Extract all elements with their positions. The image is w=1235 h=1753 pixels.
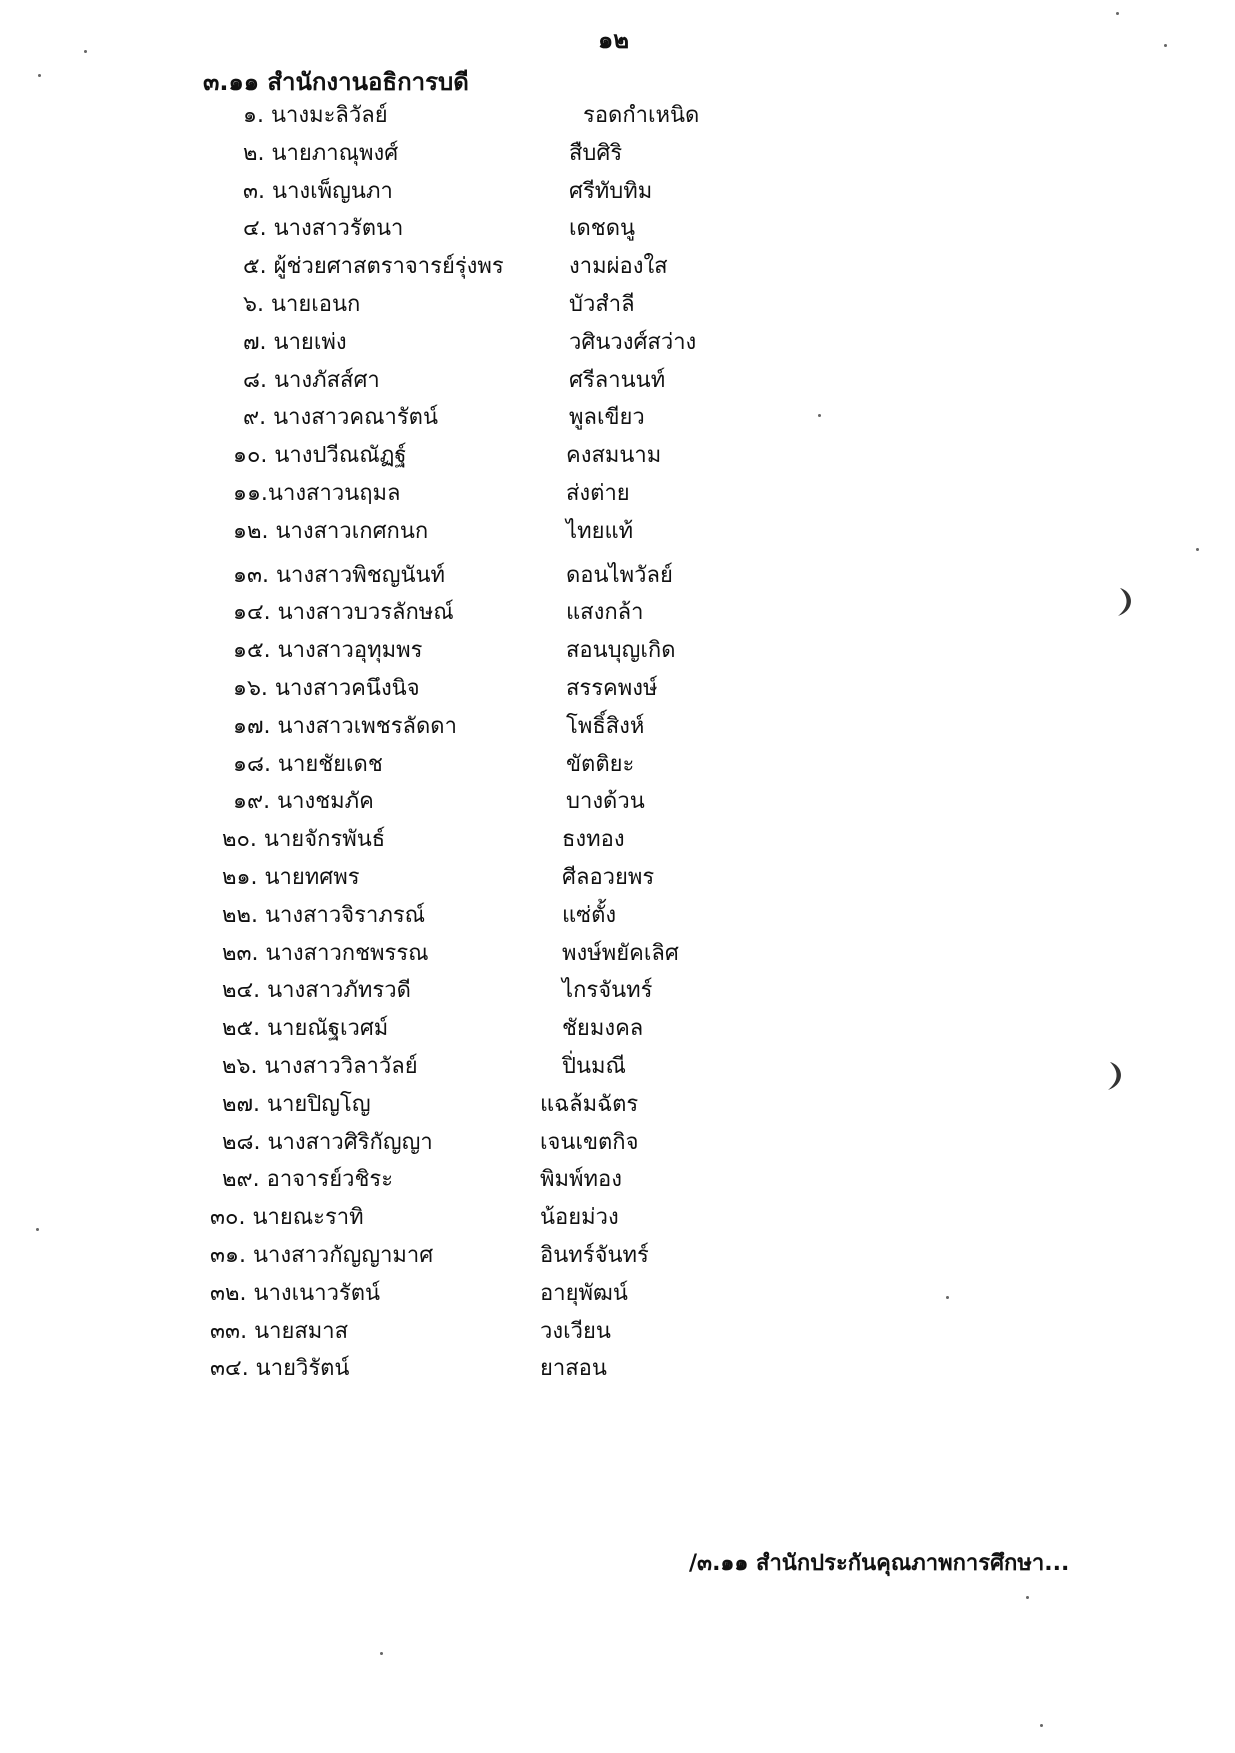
given-name: ๓๒. นางเนาวรัตน์ [210,1281,381,1306]
surname: วงเวียน [540,1319,611,1344]
given-name: ๑๒. นางสาวเกศกนก [233,519,429,544]
surname: ดอนไพวัลย์ [566,563,673,588]
surname: ศรีทับทิม [569,179,653,204]
given-name: ๑๐. นางปวีณณัฏฐ์ [233,443,407,468]
scan-speck [1026,1596,1029,1599]
surname: ส่งต่าย [566,481,630,506]
surname: พงษ์พยัคเลิศ [562,941,679,966]
given-name: ๒๑. นายทศพร [222,865,360,890]
given-name: ๗. นายเพ่ง [243,330,347,355]
given-name: ๒. นายภาณุพงศ์ [243,141,399,166]
surname: อายุพัฒน์ [540,1281,628,1306]
scan-speck [1040,1724,1043,1727]
given-name: ๑๑.นางสาวนฤมล [233,481,401,506]
surname: ปิ่นมณี [562,1054,626,1079]
scan-speck [1116,12,1119,15]
surname: สืบศิริ [569,141,623,166]
continuation-footer: /๓.๑๑ สำนักประกันคุณภาพการศึกษา... [689,1551,1070,1576]
surname: แซ่ตั้ง [562,903,617,928]
surname: แสงกล้า [566,600,644,625]
given-name: ๑. นางมะลิวัลย์ [243,103,388,128]
surname: วศินวงศ์สว่าง [569,330,697,355]
surname: ศรีลานนท์ [569,368,666,393]
surname: บางด้วน [566,789,645,814]
surname: อินทร์จันทร์ [540,1243,649,1268]
surname: บัวสำลี [569,292,635,317]
scan-speck [84,50,87,53]
scan-speck [380,1652,383,1655]
surname: งามผ่องใส [569,254,668,279]
given-name: ๒๙. อาจารย์วชิระ [222,1167,394,1192]
surname: ธงทอง [562,827,625,852]
surname: แฉล้มฉัตร [540,1092,639,1117]
given-name: ๓๓. นายสมาส [210,1319,349,1344]
surname: ยาสอน [540,1356,607,1381]
given-name: ๓๐. นายณะราทิ [210,1205,364,1230]
punch-hole-mark [1102,1060,1128,1092]
surname: น้อยม่วง [540,1205,619,1230]
surname: ชัยมงคล [562,1016,644,1041]
surname: ไทยแท้ [566,519,634,544]
scan-speck [38,74,41,77]
surname: รอดกำเหนิด [583,103,700,128]
scan-speck [818,414,821,417]
given-name: ๔. นางสาวรัตนา [243,216,404,241]
given-name: ๑๗. นางสาวเพชรลัดดา [233,714,457,739]
given-name: ๓๑. นางสาวกัญญามาศ [210,1243,434,1268]
surname: พิมพ์ทอง [540,1167,622,1192]
given-name: ๑๖. นางสาวคนึงนิจ [233,676,420,701]
given-name: ๒๔. นางสาวภัทรวดี [222,978,411,1003]
given-name: ๕. ผู้ช่วยศาสตราจารย์รุ่งพร [243,254,504,279]
surname: ไกรจันทร์ [562,978,653,1003]
surname: ศีลอวยพร [562,865,655,890]
given-name: ๙. นางสาวคณารัตน์ [243,405,438,430]
surname: พูลเขียว [569,405,645,430]
section-heading: ๓.๑๑ สำนักงานอธิการบดี [203,68,469,96]
page-number: ๑๒ [598,26,630,54]
given-name: ๒๗. นายปิญโญ [222,1092,371,1117]
surname: คงสมนาม [566,443,662,468]
given-name: ๑๘. นายชัยเดช [233,752,383,777]
given-name: ๒๕. นายณัฐเวศม์ [222,1016,389,1041]
given-name: ๑๙. นางชมภัค [233,789,374,814]
scan-speck [946,1296,949,1299]
given-name: ๑๔. นางสาวบวรลักษณ์ [233,600,454,625]
given-name: ๓. นางเพ็ญนภา [243,179,393,204]
given-name: ๑๕. นางสาวอุทุมพร [233,638,423,663]
surname: โพธิ์สิงห์ [566,714,645,739]
given-name: ๒๐. นายจักรพันธ์ [222,827,386,852]
punch-hole-mark [1112,586,1138,618]
given-name: ๓๔. นายวิรัตน์ [210,1356,350,1381]
surname: เดชดนู [569,216,636,241]
given-name: ๒๖. นางสาววิลาวัลย์ [222,1054,418,1079]
given-name: ๒๘. นางสาวศิริกัญญา [222,1130,433,1155]
surname: ขัตติยะ [566,752,635,777]
given-name: ๒๓. นางสาวกชพรรณ [222,941,429,966]
scan-speck [1196,548,1199,551]
given-name: ๒๒. นางสาวจิราภรณ์ [222,903,426,928]
scan-speck [36,1228,39,1231]
given-name: ๖. นายเอนก [243,292,361,317]
surname: สรรคพงษ์ [566,676,658,701]
scan-speck [1164,44,1167,47]
given-name: ๑๓. นางสาวพิชญนันท์ [233,563,446,588]
given-name: ๘. นางภัสส์ศา [243,368,380,393]
surname: เจนเขตกิจ [540,1130,639,1155]
surname: สอนบุญเกิด [566,638,676,663]
